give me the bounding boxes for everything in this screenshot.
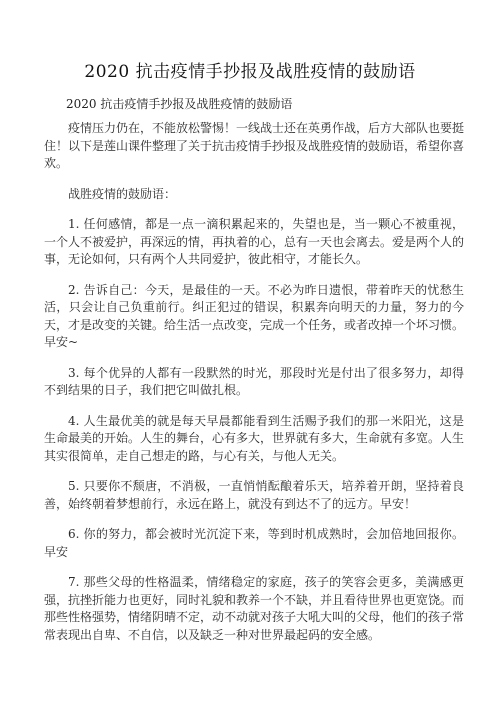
- list-item: 6. 你的努力，都会被时光沉淀下来，等到时机成熟时，会加倍地回报你。早安: [44, 527, 464, 559]
- list-item: 7. 那些父母的性格温柔，情绪稳定的家庭，孩子的笑容会更多，美满感更强，抗挫折能力也更好，同时礼貌和教养一个不缺，并且看待世界也更宽饶。而那些性格强势，情绪阴晴不定，动不动就对孩子大吼大叫的父母，他们的孩子常常表现出自卑、不自信，以及缺乏一种对世界最起码的安全感。: [44, 575, 465, 642]
- page-subtitle: 2020 抗击疫情手抄报及战胜疫情的鼓励语: [66, 97, 293, 111]
- document-body: [44, 120, 464, 657]
- list-item: 3. 每个优异的人都有一段默然的时光，那段时光是付出了很多努力，却得不到结果的日子，我们把它叫做扎根。: [44, 365, 464, 397]
- list-item: 4. 人生最优美的就是每天早晨都能看到生活赐予我们的那一米阳光，这是生命最美的开始。人生的舞台，心有多大，世界就有多大，生命就有多宽。人生其实很简单，走自己想走的路，与心有关，与他人无关。: [44, 413, 465, 463]
- section-heading: 战胜疫情的鼓励语：: [68, 186, 177, 201]
- list-item: 2. 告诉自己：今天，是最佳的一天。不必为昨日遗恨，带着昨天的忧愁生活，只会让自己负重前行。纠正犯过的错误，积累奔向明天的力量，努力的今天，才是改变的关键。给生活一点改变，完成一个任务，或者改掉一个坏习惯。早安~: [44, 282, 465, 349]
- list-item: 1. 任何感情，都是一点一滴积累起来的，失望也是，当一颗心不被重视，一个人不被爱护，再深远的情，再执着的心，总有一天也会离去。爱是两个人的事，无论如何，只有两个人共同爱护，彼此相守，才能长久。: [44, 217, 465, 266]
- list-item: 5. 只要你不颓唐，不消极，一直悄悄酝酿着乐天，培养着开朗，坚持着良善，始终朝着梦想前行，永远在路上，就没有到达不了的远方。早安！: [44, 479, 464, 511]
- page-title: 2020 抗击疫情手抄报及战胜疫情的鼓励语: [84, 62, 416, 82]
- intro-paragraph: 疫情压力仍在，不能放松警惕！一线战士还在英勇作战，后方大部队也要挺住！以下是莲山课件整理了关于抗击疫情手抄报及战胜疫情的鼓励语，希望你喜欢。: [44, 121, 465, 170]
